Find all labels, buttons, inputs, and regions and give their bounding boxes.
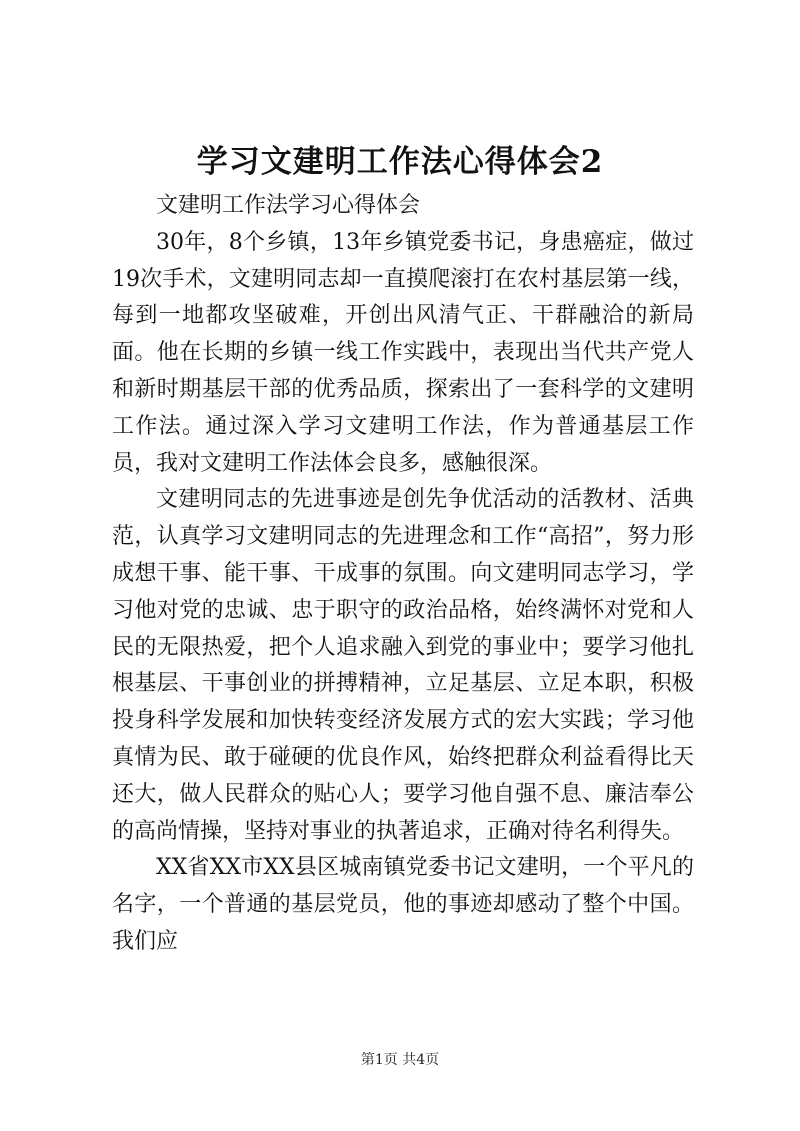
page-footer: 第1页 共4页 bbox=[360, 1052, 440, 1068]
body-paragraph: 30年，8个乡镇，13年乡镇党委书记，身患癌症，做过19次手术，文建明同志却一直摸爬滚打在农村基层第一线，每到一地都攻坚破难，开创出风清气正、干群融洽的新局面。他在长期的乡镇一线工作实践中，表现出当代共产党人和新时期基层干部的优秀品质，探索出了一套科学的文建明工作法。通过深入学习文建明工作法，作为普通基层工作员，我对文建明工作法体会良多，感触很深。 bbox=[112, 229, 694, 476]
body-paragraph: 文建明同志的先进事迹是创先争优活动的活教材、活典范，认真学习文建明同志的先进理念和工作“高招”，努力形成想干事、能干事、干成事的氛围。向文建明同志学习，学习他对党的忠诚、忠于职守的政治品格，始终满怀对党和人民的无限热爱，把个人追求融入到党的事业中；要学习他扎根基层、干事创业的拼搏精神，立足基层、立足本职，积极投身科学发展和加快转变经济发展方式的宏大实践；学习他真情为民、敢于碰硬的优良作风，始终把群众利益看得比天还大，做人民群众的贴心人；要学习他自强不息、廉洁奉公的高尚情操，坚持对事业的执著追求，正确对待名利得失。 bbox=[112, 487, 694, 844]
subtitle-paragraph: 文建明工作法学习心得体会 bbox=[156, 193, 421, 218]
body-paragraph: XX省XX市XX县区城南镇党委书记文建明，一个平凡的名字，一个普通的基层党员，他的事迹却感动了整个中国。我们应 bbox=[112, 855, 694, 954]
document-body bbox=[112, 188, 694, 961]
document-title: 学习文建明工作法心得体会2 bbox=[196, 144, 604, 180]
